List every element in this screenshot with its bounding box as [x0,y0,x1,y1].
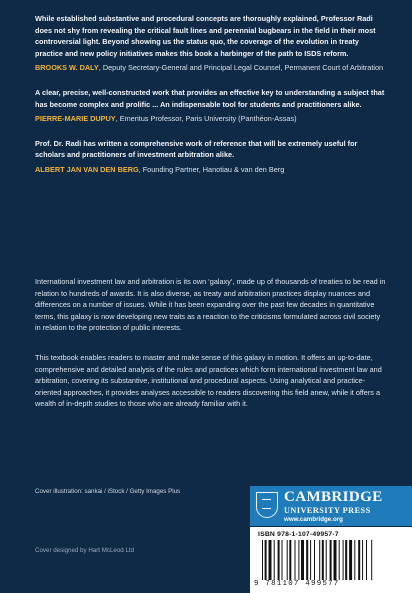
endorsement-quote: Prof. Dr. Radi has written a comprehensive work of reference that will be extremely useful for scholars and practitioners of investment arbitration alike. [35,138,358,160]
endorser-role: , Founding Partner, Hanotiau & van den Berg [138,164,285,174]
endorsements [35,13,387,189]
design-credit: Cover designed by Hart McLeod Ltd [35,547,135,554]
endorsement-daly [35,13,387,74]
publisher-subtitle: UNIVERSITY PRESS [284,506,371,515]
publisher-logo [250,486,412,526]
endorsement-attribution [35,113,387,125]
publisher-name: CAMBRIDGE [284,489,383,505]
barcode-panel [250,527,412,593]
endorsement-dupuy [35,87,387,125]
endorsement-quote: A clear, precise, well-constructed work that provides an effective key to understanding a subject that has become complex and prolific ... An indispensable tool for students and practitioners alike. [35,87,385,109]
illustration-credit: Cover illustration: sankai / iStock / Getty Images Plus [35,488,181,495]
endorser-name: BROOKS W. DALY [35,63,99,73]
barcode-icon [262,540,412,580]
description-paragraph-2: This textbook enables readers to master and make sense of this galaxy in motion. It offers an up-to-date, comprehensive and detailed analysis of the rules and practices which form international investment law and arbitration, covering its substantive, institutional and procedural aspects. Using analytical and practice-oriented approaches, it provides analyses accessible to readers discovering this field anew, while it offers a wealth of in-depth studies to those who are already familiar with it. [35,353,382,409]
endorser-role: , Emeritus Professor, Paris University (Panthéon-Assas) [115,114,297,124]
isbn-label: ISBN 978-1-107-49957-7 [258,531,339,538]
endorser-name: ALBERT JAN VAN DEN BERG [35,164,139,174]
endorsement-attribution [35,62,387,74]
publisher-url: www.cambridge.org [284,516,343,523]
endorsement-quote: While established substantive and procedural concepts are thoroughly explained, Professor Radi does not shy from revealing the critical fault lines and perennial bugbears in the field in their most controversial light. Beyond showing us the status quo, the coverage of the evolution in treaty practice and new policy initiatives makes this book a harbinger of the path to ISDS reform. [35,14,376,58]
endorsement-attribution [35,164,387,176]
crest-icon [256,492,278,518]
barcode-digits: 9 781107 499577 [254,580,340,588]
endorser-role: , Deputy Secretary-General and Principal Legal Counsel, Permanent Court of Arbitration [98,63,384,73]
endorsement-van-den-berg [35,138,387,176]
endorser-name: PIERRE-MARIE DUPUY [35,114,116,124]
description-paragraph-1: International investment law and arbitration is its own ‘galaxy’, made up of thousands of treaties to be read in relation to hundreds of awards. It is also diverse, as treaty and arbitration practices display nuances and differences on a number of issues. While it has been expanding over the past few decades in quantitative terms, this galaxy is now developing new traits as a reaction to the criticisms formulated across civil society in relation to the protection of public interests. [35,277,386,333]
